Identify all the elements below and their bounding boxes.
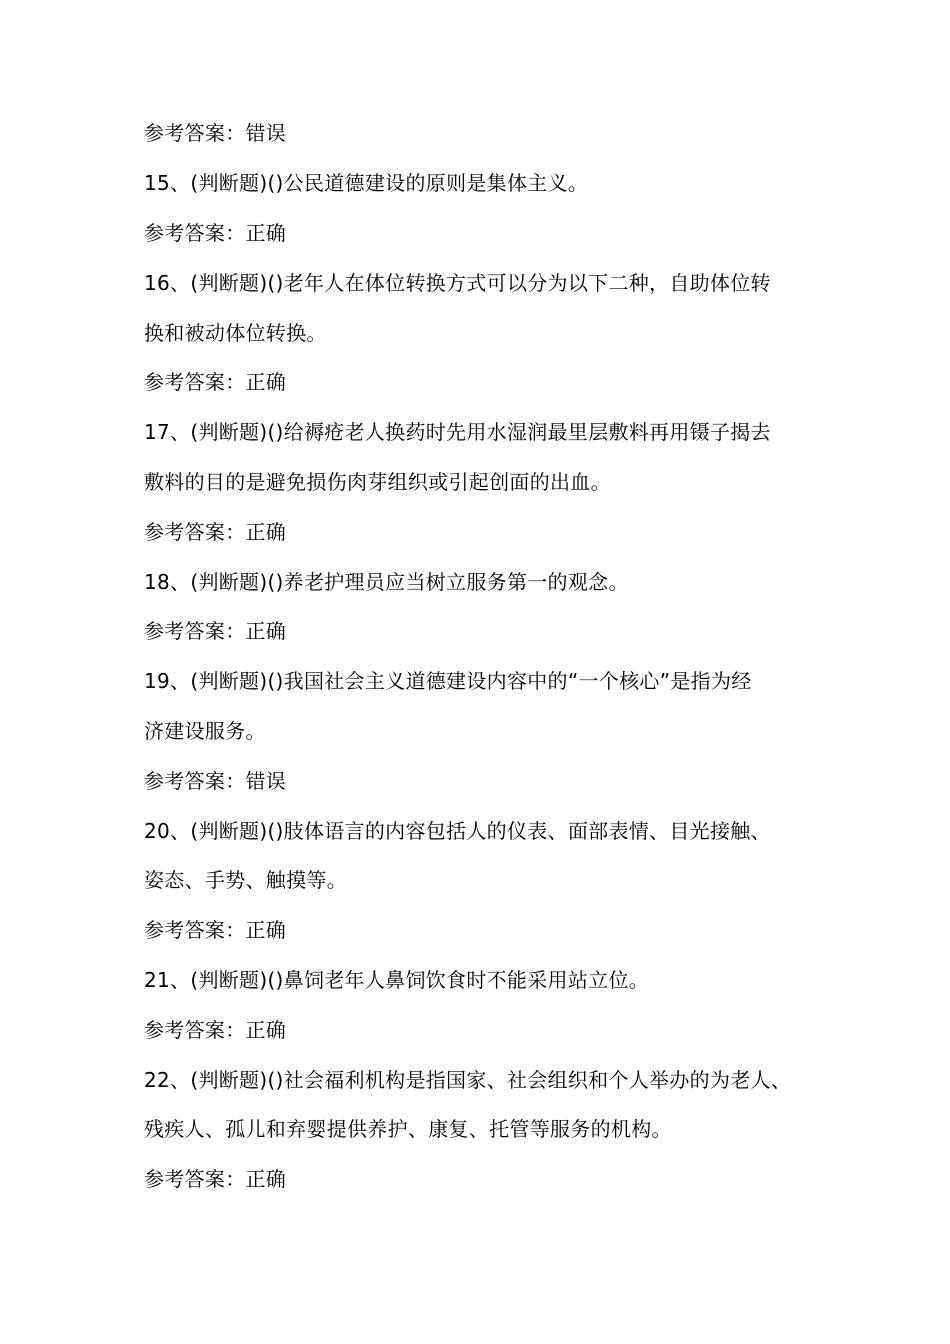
answer-line: 参考答案：正确 <box>144 918 287 942</box>
question-16-line-1: 16、(判断题)()老年人在体位转换方式可以分为以下二种，自助体位转 <box>144 271 771 295</box>
question-18: 18、(判断题)()养老护理员应当树立服务第一的观念。 <box>144 570 629 594</box>
answer-line: 参考答案：正确 <box>144 370 287 394</box>
answer-line: 参考答案：正确 <box>144 619 287 643</box>
question-15: 15、(判断题)()公民道德建设的原则是集体主义。 <box>144 171 589 195</box>
question-19-line-2: 济建设服务。 <box>144 719 266 743</box>
answer-line: 参考答案：正确 <box>144 1167 287 1191</box>
question-20-line-2: 姿态、手势、触摸等。 <box>144 868 347 892</box>
question-17-line-2: 敷料的目的是避免损伤肉芽组织或引起创面的出血。 <box>144 470 611 494</box>
answer-line: 参考答案：错误 <box>144 121 287 145</box>
question-16-line-2: 换和被动体位转换。 <box>144 321 327 345</box>
answer-line: 参考答案：正确 <box>144 1018 287 1042</box>
question-19-line-1: 19、(判断题)()我国社会主义道德建设内容中的“一个核心”是指为经 <box>144 669 752 693</box>
question-20-line-1: 20、(判断题)()肢体语言的内容包括人的仪表、面部表情、目光接触、 <box>144 819 771 843</box>
answer-line: 参考答案：错误 <box>144 769 287 793</box>
answer-line: 参考答案：正确 <box>144 221 287 245</box>
answer-line: 参考答案：正确 <box>144 520 287 544</box>
question-17-line-1: 17、(判断题)()给褥疮老人换药时先用水湿润最里层敷料再用镊子揭去 <box>144 420 771 444</box>
question-22-line-1: 22、(判断题)()社会福利机构是指国家、社会组织和个人举办的为老人、 <box>144 1068 792 1092</box>
question-22-line-2: 残疾人、孤儿和弃婴提供养护、康复、托管等服务的机构。 <box>144 1117 672 1141</box>
question-21: 21、(判断题)()鼻饲老年人鼻饲饮食时不能采用站立位。 <box>144 968 650 992</box>
